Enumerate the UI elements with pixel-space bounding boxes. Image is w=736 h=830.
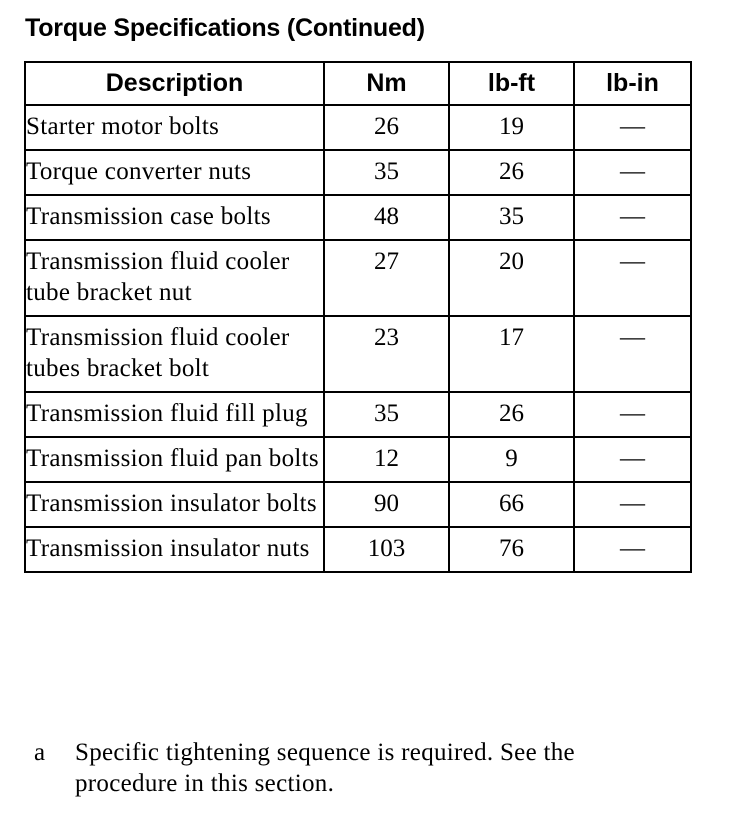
cell-nm: 48 (324, 195, 449, 240)
cell-lb-in: — (574, 392, 691, 437)
page-title: Torque Specifications (Continued) (25, 14, 425, 42)
cell-description: Transmission insulator bolts (25, 482, 324, 527)
cell-nm: 23 (324, 316, 449, 392)
table-row (25, 195, 691, 240)
cell-lb-in: — (574, 105, 691, 150)
cell-description: Transmission fluid pan bolts (25, 437, 324, 482)
cell-lb-ft: 19 (449, 105, 574, 150)
cell-lb-in: — (574, 195, 691, 240)
cell-nm: 35 (324, 392, 449, 437)
cell-lb-ft: 26 (449, 150, 574, 195)
table-header-row (25, 62, 691, 105)
cell-lb-ft: 26 (449, 392, 574, 437)
cell-lb-ft: 35 (449, 195, 574, 240)
cell-description: Transmission fluid cooler tube bracket nut (25, 240, 324, 316)
cell-lb-in: — (574, 240, 691, 316)
column-header-description: Description (25, 62, 324, 105)
table-row (25, 527, 691, 572)
cell-nm: 12 (324, 437, 449, 482)
cell-lb-ft: 66 (449, 482, 574, 527)
table-row (25, 240, 691, 316)
footnote-mark: a (34, 739, 46, 766)
column-header-nm: Nm (324, 62, 449, 105)
footnote-text: Specific tightening sequence is required. See the procedure in this section. (75, 739, 575, 797)
column-header-lb-in: lb-in (574, 62, 691, 105)
cell-lb-in: — (574, 482, 691, 527)
cell-description: Transmission insulator nuts (25, 527, 324, 572)
cell-nm: 35 (324, 150, 449, 195)
cell-lb-in: — (574, 527, 691, 572)
cell-lb-ft: 9 (449, 437, 574, 482)
cell-lb-ft: 17 (449, 316, 574, 392)
torque-spec-table (24, 61, 692, 573)
cell-lb-ft: 20 (449, 240, 574, 316)
cell-nm: 27 (324, 240, 449, 316)
table-row (25, 105, 691, 150)
table-row (25, 392, 691, 437)
cell-description: Transmission fluid cooler tubes bracket bolt (25, 316, 324, 392)
cell-lb-ft: 76 (449, 527, 574, 572)
column-header-lb-ft: lb-ft (449, 62, 574, 105)
table-row (25, 437, 691, 482)
cell-nm: 26 (324, 105, 449, 150)
cell-description: Torque converter nuts (25, 150, 324, 195)
cell-description: Transmission case bolts (25, 195, 324, 240)
cell-lb-in: — (574, 437, 691, 482)
cell-lb-in: — (574, 316, 691, 392)
cell-description: Transmission fluid fill plug (25, 392, 324, 437)
table-row (25, 150, 691, 195)
table-row (25, 316, 691, 392)
table-row (25, 482, 691, 527)
cell-description: Starter motor bolts (25, 105, 324, 150)
cell-nm: 90 (324, 482, 449, 527)
cell-lb-in: — (574, 150, 691, 195)
cell-nm: 103 (324, 527, 449, 572)
